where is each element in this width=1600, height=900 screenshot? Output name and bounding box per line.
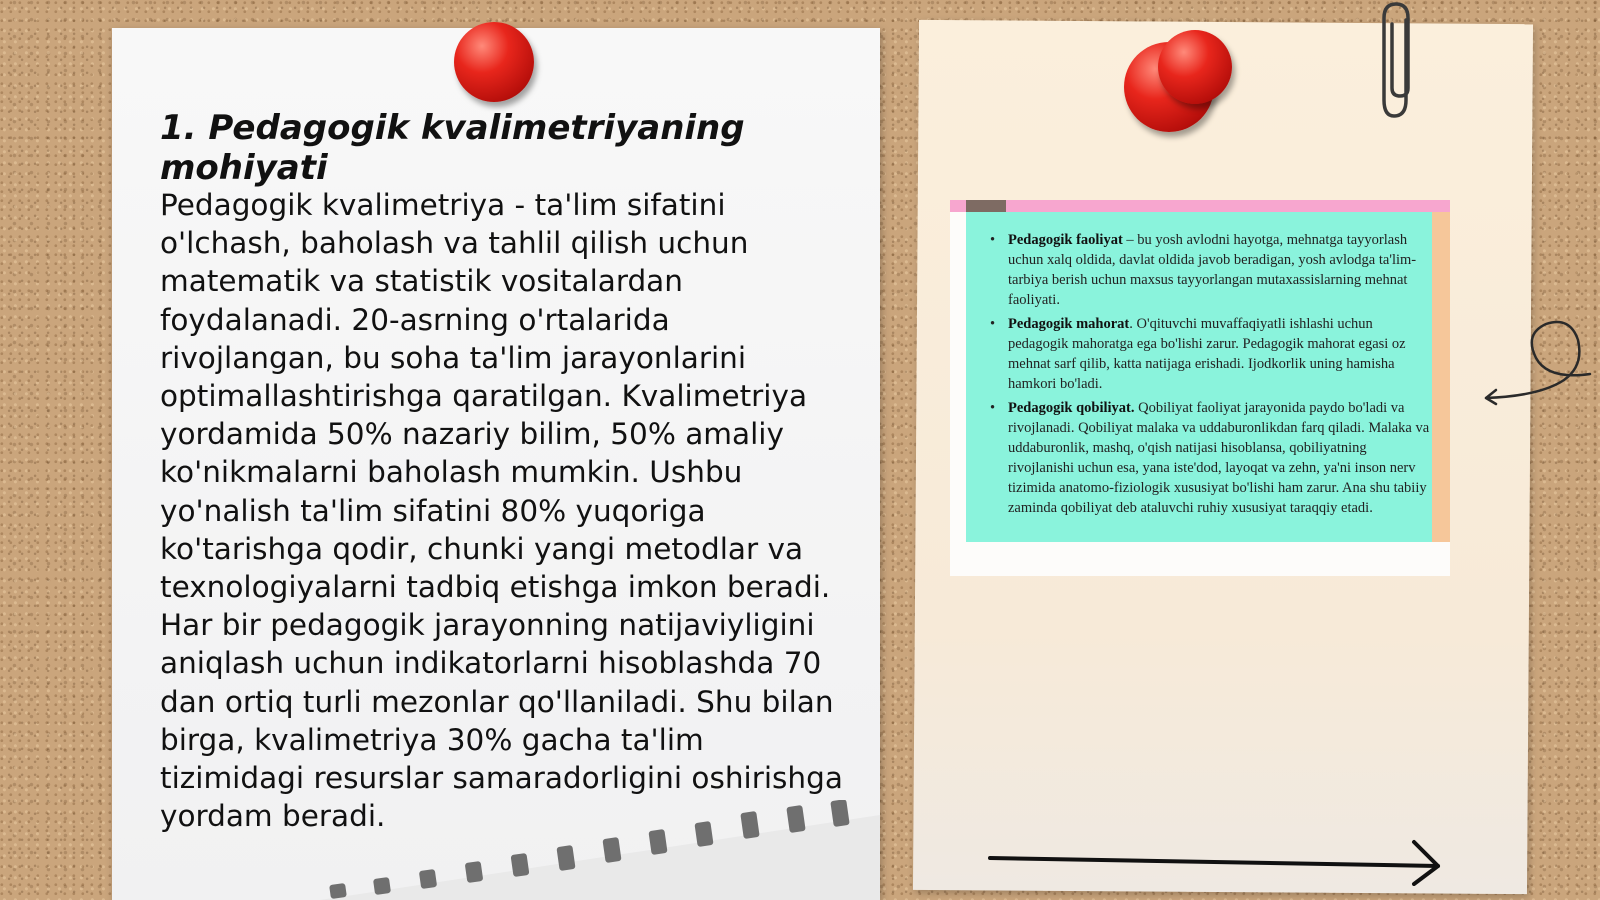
definitions-panel xyxy=(950,200,1450,576)
red-pushpin-icon xyxy=(454,22,534,102)
slide-title: 1. Pedagogik kvalimetriyaning mohiyati xyxy=(160,108,745,188)
definitions-list xyxy=(986,230,1434,522)
slide-body-text: Pedagogik kvalimetriya - ta'lim sifatini o'lchash, baholash va tahlil qilish uchun matematik va statistik vositalardan foydalanadi. 20-asrning o'rtalarida rivojlangan, bu soha ta'lim jarayonlarini optimallashtirishga qaratilgan. Kvalimetriya yordamida 50% nazariy bilim, 50% amaliy ko'nikmalarni baholash mumkin. Ushbu yo'nalish ta'lim sifatini 80% yuqoriga ko'tarishga qodir, chunki yangi metodlar va texnologiyalarni tadbiq etishga imkon beradi. Har bir pedagogik jarayonning natijaviyligini aniqlash uchun indikatorlarni hisoblashda 70 dan ortiq turli mezonlar qo'llaniladi. Shu bilan birga, kvalimetriya 30% gacha ta'lim tizimidagi resurslar samaradorligini oshirishga yordam beradi. xyxy=(160,188,843,834)
panel-content-area xyxy=(966,212,1432,542)
arrow-right-icon[interactable] xyxy=(986,836,1448,886)
list-item xyxy=(986,314,1434,394)
definition-text: Qobiliyat faoliyat jarayonida paydo bo'ladi va rivojlanadi. Qobiliyat malaka va uddaburonlikdan farq qiladi. Malaka va uddaburonlik, mashq, o'qish natijasi hisoblansa, qobiliyatning rivojlanishi uchun esa, yana iste'dod, layoqat va zehn, ya'ni inson nerv tizimida anatomo-fiziologik xususiyat bo'lishi ham zarur. Ana shu tabiiy zaminda qobiliyat deb ataluvchi ruhiy xususiyat taraqqiy etadi. xyxy=(1008,400,1430,516)
list-item xyxy=(986,230,1434,310)
bullet: • xyxy=(990,400,996,416)
definition-term: Pedagogik faoliyat xyxy=(1008,232,1123,248)
list-item xyxy=(986,398,1434,518)
paperclip-icon xyxy=(1380,0,1416,120)
definition-text: . O'qituvchi muvaffaqiyatli ishlashi uchun pedagogik mahoratga ega bo'lishi zarur. Pedagogik mahorat egasi oz mehnat sarf qilib, katta natijaga erishadi. Ijodkorlik uning hamisha hamkori bo'ladi. xyxy=(1008,316,1406,392)
definition-text: – bu yosh avlodni hayotga, mehnatga tayyorlash uchun xalq oldida, davlat oldida javob beradigan, yosh avlodga ta'lim-tarbiya berish uchun maxsus tayyorlangan mutaxassislarning mehnat faoliyati. xyxy=(1008,232,1417,308)
definition-term: Pedagogik mahorat xyxy=(1008,316,1130,332)
definition-term: Pedagogik qobiliyat. xyxy=(1008,400,1135,416)
panel-strip-accent xyxy=(966,200,1006,212)
panel-top-strip xyxy=(950,200,1450,212)
bullet: • xyxy=(990,316,996,332)
red-pushpin-icon xyxy=(1158,30,1232,104)
panel-side-strip xyxy=(1432,212,1450,542)
curled-arrow-icon xyxy=(1480,310,1600,410)
bullet: • xyxy=(990,232,996,248)
